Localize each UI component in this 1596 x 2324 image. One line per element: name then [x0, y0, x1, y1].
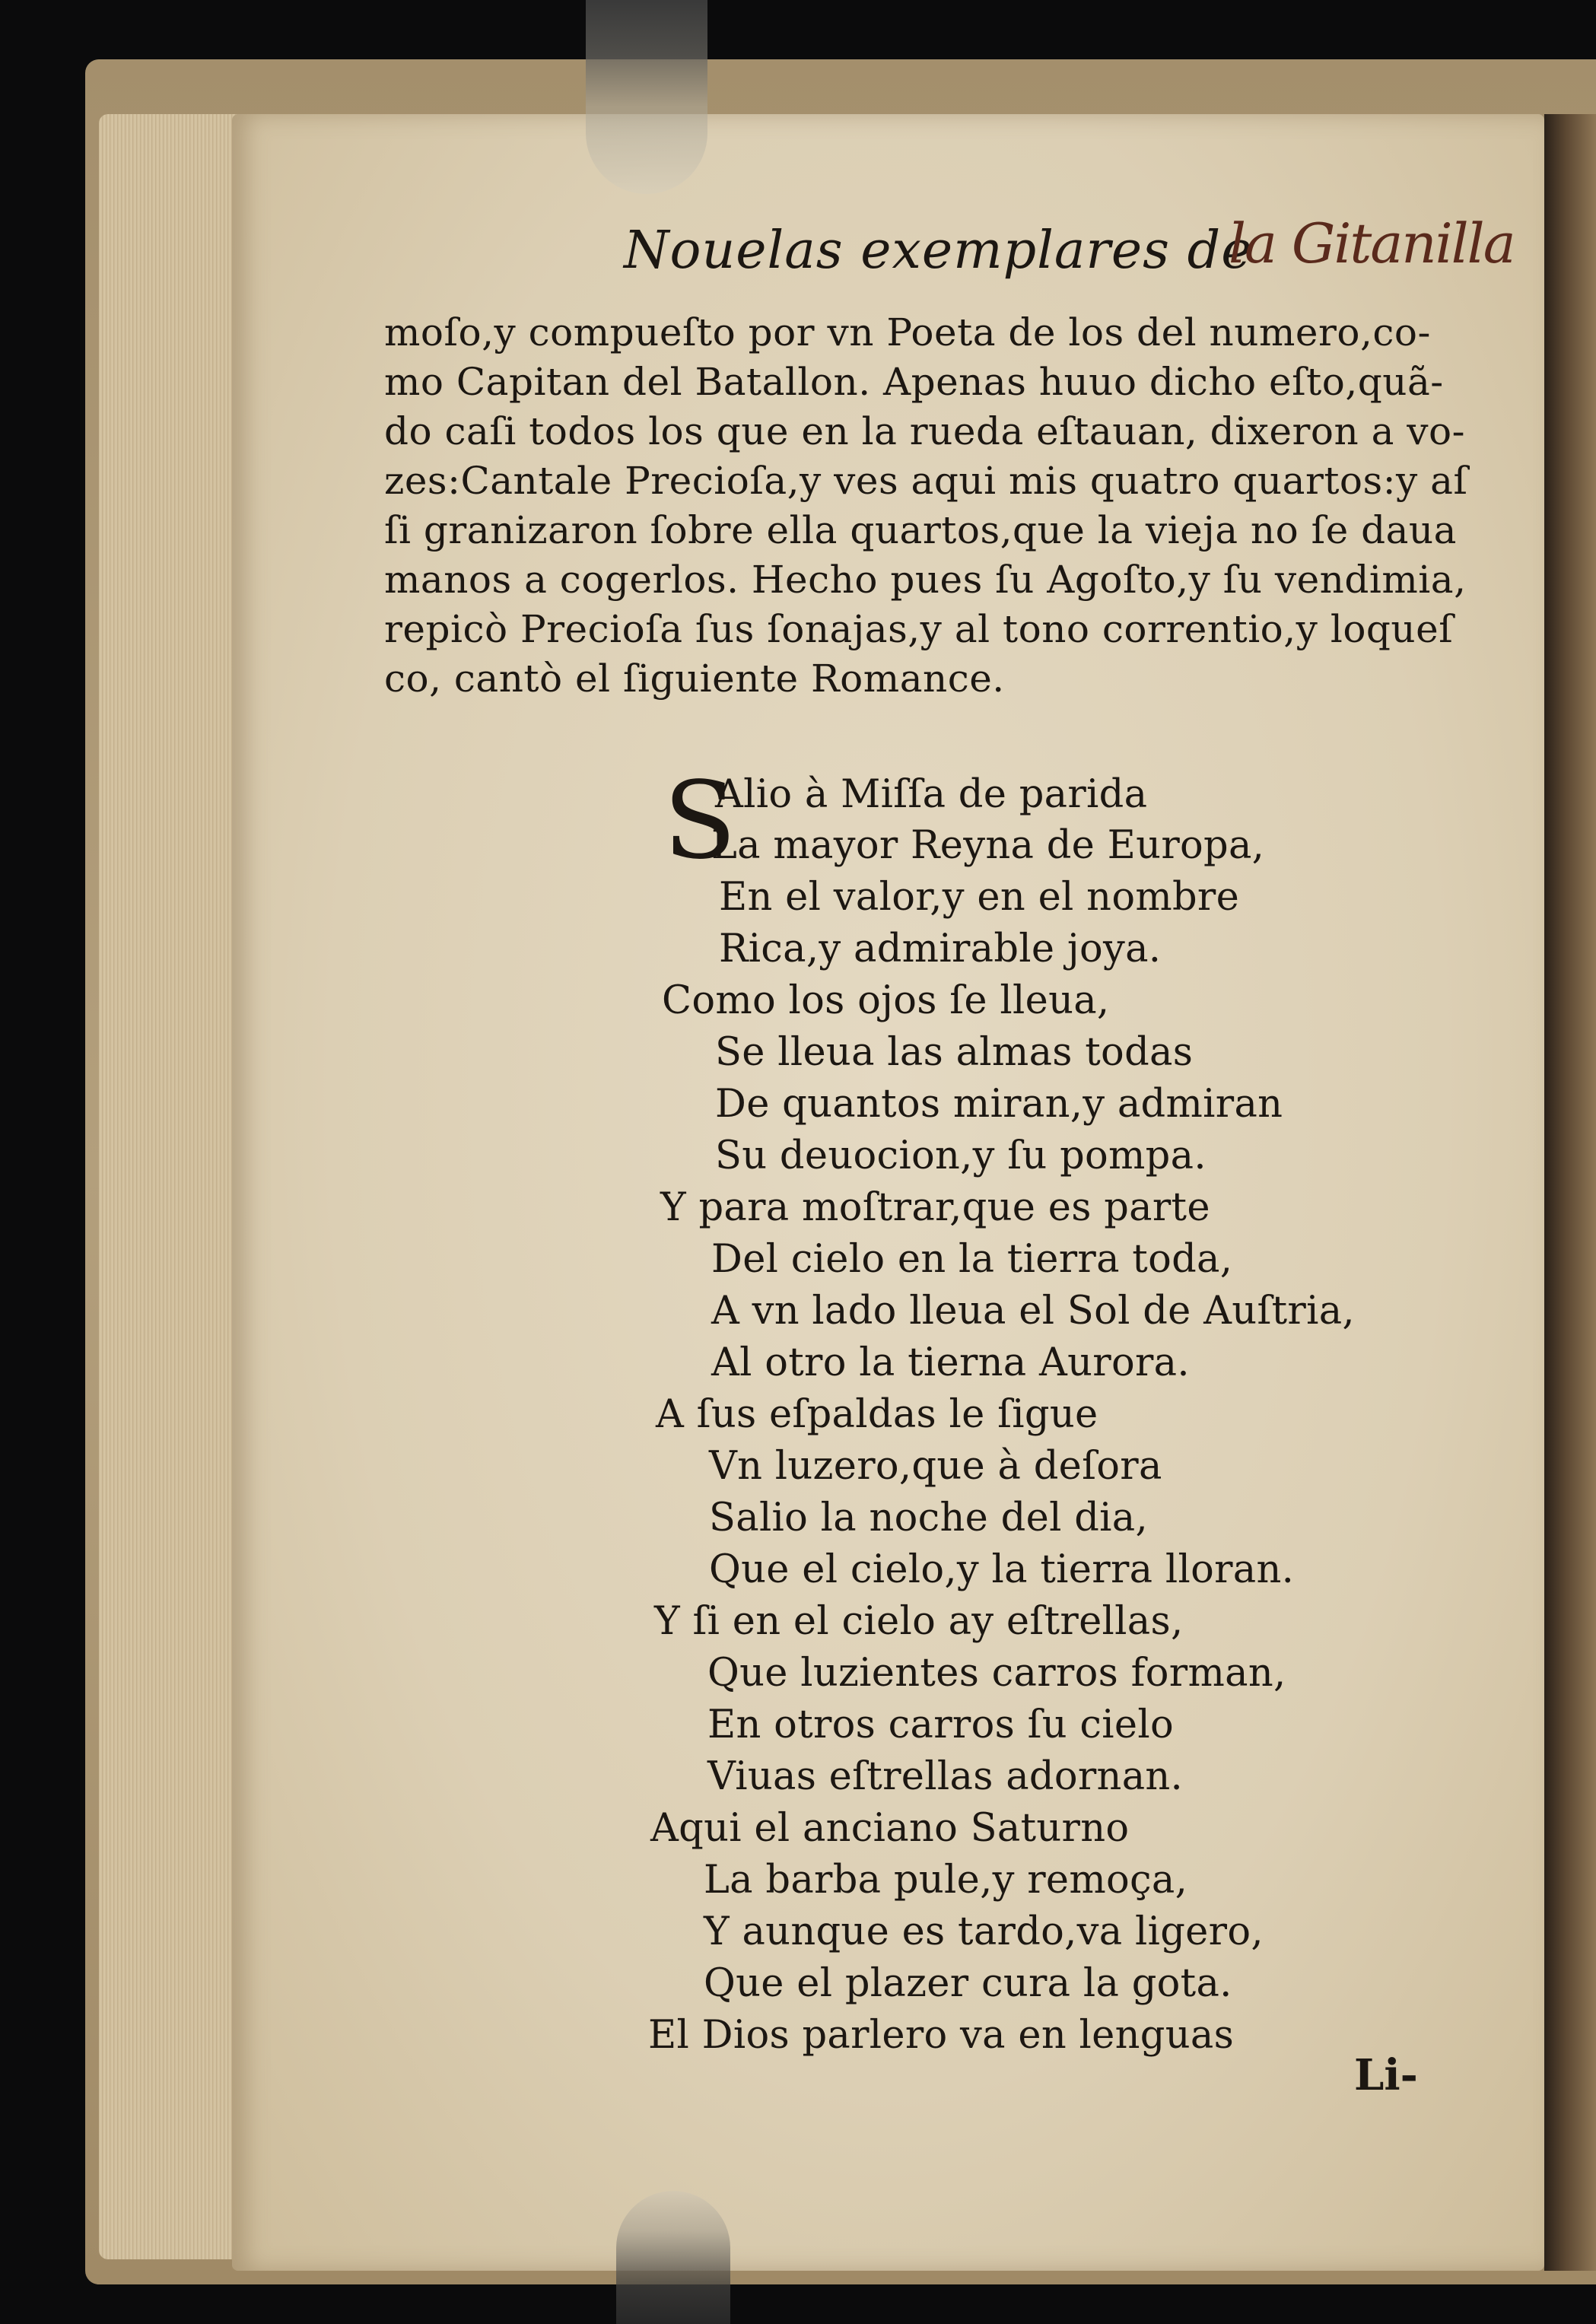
verse-line: Y ſi en el cielo ay eſtrellas,: [654, 1599, 1184, 1644]
page-edges: [99, 114, 243, 2259]
verse-line: Alio à Miſſa de parida: [715, 772, 1148, 817]
verse-line: Que el cielo,y la tierra lloran.: [709, 1547, 1295, 1592]
verse-line: Su deuocion,y ſu pompa.: [715, 1133, 1207, 1178]
verse-line: Que el plazer cura la gota.: [704, 1961, 1232, 2006]
verse-line: Del cielo en la tierra toda,: [711, 1237, 1233, 1282]
verse-line: Que luzientes carros forman,: [707, 1651, 1286, 1696]
verse-line: Como los ojos ſe lleua,: [662, 978, 1110, 1023]
page-gutter: [1544, 114, 1596, 2271]
verse-line: Se lleua las almas todas: [715, 1030, 1194, 1075]
verse-line: La barba pule,y remoça,: [704, 1858, 1188, 1903]
marginal-handwriting: la Gitanilla: [1229, 211, 1515, 275]
prose-line: ſi granizaron ſobre ella quartos,que la vieja no ſe daua: [384, 508, 1457, 552]
page-clip-top: [586, 0, 707, 194]
verse-line: El Dios parlero va en lenguas: [648, 2013, 1235, 2058]
verse-line: La mayor Reyna de Europa,: [711, 823, 1265, 868]
drop-cap: S: [663, 759, 736, 883]
running-title: Nouelas exemplares de: [624, 221, 1253, 281]
verse-line: A vn lado lleua el Sol de Auſtria,: [711, 1289, 1355, 1334]
verse-line: Vn luzero,que à deſora: [709, 1444, 1162, 1489]
page-clip-bottom: [616, 2191, 730, 2324]
prose-line: co, cantò el ſiguiente Romance.: [384, 657, 1005, 701]
prose-line: repicò Precioſa ſus ſonajas,y al tono correntio,y loqueſ: [384, 607, 1454, 651]
verse-line: A ſus eſpaldas le ſigue: [656, 1392, 1098, 1437]
verse-line: De quantos miran,y admiran: [715, 1082, 1283, 1127]
verse-line: Y para moſtrar,que es parte: [660, 1185, 1210, 1230]
prose-line: mo Capitan del Batallon. Apenas huuo dicho eſto,quã-: [384, 360, 1444, 404]
verse-line: Salio la noche del dia,: [709, 1496, 1148, 1540]
prose-line: do caſi todos los que en la rueda eſtauan, dixeron a vo-: [384, 409, 1466, 453]
prose-line: moſo,y compueſto por vn Poeta de los del numero,co-: [384, 310, 1431, 354]
verse-line: En otros carros ſu cielo: [707, 1702, 1174, 1747]
verse-line: Al otro la tierna Aurora.: [711, 1340, 1190, 1385]
verse-line: Aqui el anciano Saturno: [650, 1806, 1130, 1851]
prose-line: zes:Cantale Precioſa,y ves aqui mis quatro quartos:y aſ: [384, 459, 1468, 503]
verse-line: En el valor,y en el nombre: [719, 875, 1240, 920]
verse-line: Viuas eſtrellas adornan.: [707, 1754, 1184, 1799]
verse-line: Rica,y admirable joya.: [719, 927, 1162, 971]
verse-line: Y aunque es tardo,va ligero,: [704, 1909, 1264, 1954]
catchword: Li-: [1354, 2050, 1418, 2100]
prose-line: manos a cogerlos. Hecho pues ſu Agoſto,y ſu vendimia,: [384, 558, 1467, 602]
